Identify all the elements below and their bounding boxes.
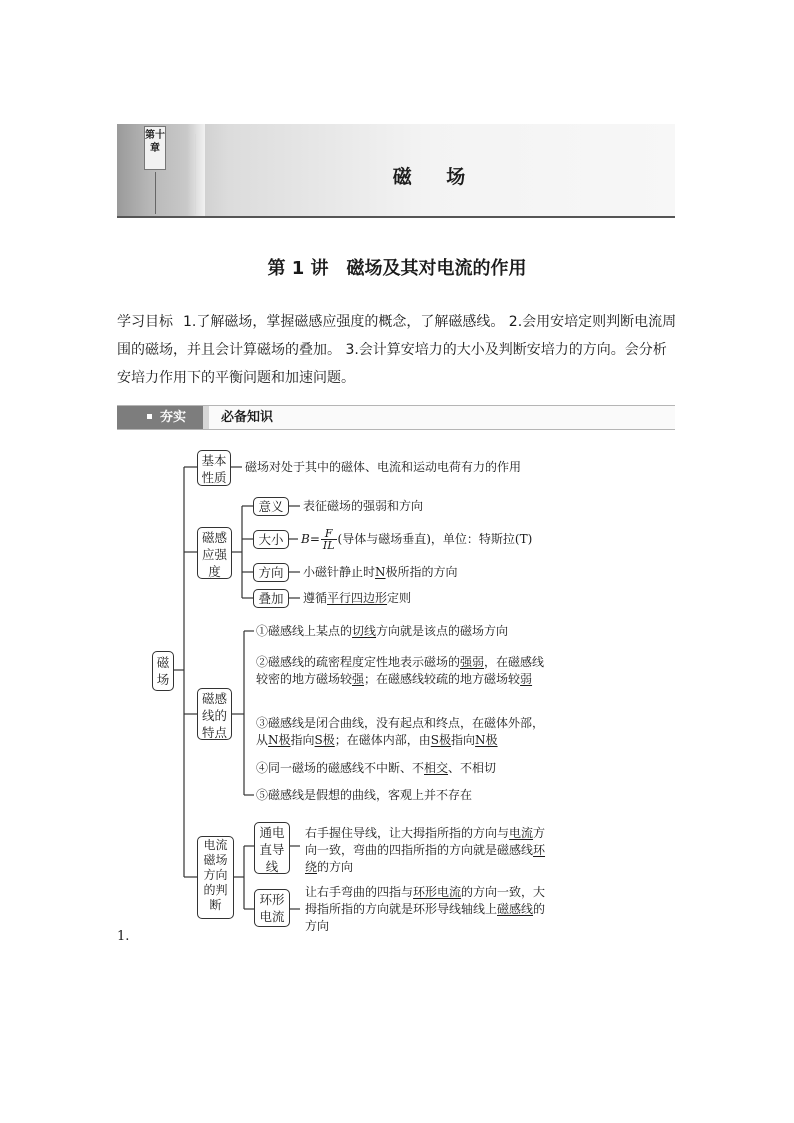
chapter-tab: 第十章 <box>144 126 166 170</box>
node-superposition: 叠加 <box>253 589 289 608</box>
straight-d: 环绕 <box>305 843 546 874</box>
node-ring-current: 环形电流 <box>254 889 290 927</box>
item3-e: ；在磁体内部，由 <box>334 733 431 747</box>
item2-f: 弱 <box>520 672 533 686</box>
formula-prefix: B= <box>301 532 320 546</box>
fraction-denominator: IL <box>322 539 335 552</box>
basic-properties-text: 磁场对处于其中的磁体、电流和运动电荷有力的作用 <box>245 460 522 474</box>
straight-e: 的方向 <box>317 860 354 874</box>
fraction-numerator: F <box>321 528 337 540</box>
item2-d: 强 <box>352 672 365 686</box>
section-tag-label: 夯实 <box>160 410 187 425</box>
item3-b: N极 <box>268 733 291 747</box>
goals-text: 1.了解磁场，掌握磁感应强度的概念，了解磁感线。 2.会用安培定则判断电流周围的磁场，并且会计算磁场的叠加。 3.会计算安培力的大小及判断安培力的方向。会分析安培力作用下的平衡问题和加速问题。 <box>117 314 677 386</box>
node-magnetic-induction: 磁感应强度 <box>197 527 232 579</box>
straight-c: 方向一致，弯曲的四指所指的方向就是磁感线 <box>305 826 546 857</box>
field-line-item-2 <box>256 654 548 688</box>
direction-text-post: 极所指的方向 <box>385 565 458 579</box>
lesson-title: 第 1 讲 磁场及其对电流的作用 <box>267 258 527 279</box>
superposition-text-post: 定则 <box>387 591 412 605</box>
field-line-item-5: ⑤磁感线是假想的曲线，客观上并不存在 <box>256 788 473 802</box>
node-magnitude: 大小 <box>253 530 289 549</box>
item2-b: 强弱 <box>460 655 485 669</box>
ring-a: 让右手弯曲的四指与 <box>305 885 414 899</box>
straight-a: 右手握住导线，让大拇指所指的方向与 <box>305 826 510 840</box>
formula-suffix: (导体与磁场垂直)，单位：特斯拉(T) <box>337 532 533 546</box>
item2-a: ②磁感线的疏密程度定性地表示磁场的 <box>256 655 461 669</box>
node-field-line-features: 磁感线的特点 <box>197 688 232 740</box>
magnitude-formula <box>301 524 532 554</box>
node-current-field-direction: 电流磁场方向的判断 <box>197 836 234 919</box>
field-line-item-3 <box>256 715 548 749</box>
node-direction: 方向 <box>253 563 289 582</box>
node-straight-wire: 通电直导线 <box>254 822 290 874</box>
meaning-text: 表征磁场的强弱和方向 <box>303 499 424 513</box>
item1-key: 切线 <box>352 624 377 638</box>
item3-a: ③磁感线是闭合曲线，没有起点和终点，在磁体外部，从 <box>256 716 545 747</box>
direction-text <box>303 564 458 581</box>
item1-post: 方向就是该点的磁场方向 <box>376 624 509 638</box>
superposition-text <box>303 590 411 607</box>
footnote-number: 1. <box>117 929 130 944</box>
ring-c: 的方向一致，大拇指所指的方向就是环形导线轴线上 <box>305 885 546 916</box>
node-basic-properties: 基本性质 <box>197 450 231 486</box>
item4-post: 、不相切 <box>448 761 497 775</box>
field-line-item-1 <box>256 623 508 640</box>
item3-c: 指向 <box>290 733 315 747</box>
ring-e: 的方向 <box>305 902 546 933</box>
straight-wire-text <box>305 825 551 876</box>
node-meaning: 意义 <box>253 497 289 516</box>
formula-fraction <box>321 528 337 551</box>
field-line-item-4 <box>256 760 496 777</box>
direction-text-pre: 小磁针静止时 <box>303 565 376 579</box>
item1-pre: ①磁感线上某点的 <box>256 624 353 638</box>
chapter-title: 磁 场 <box>392 166 480 188</box>
item3-h: N极 <box>475 733 498 747</box>
ring-b: 环形电流 <box>413 885 462 899</box>
root-node: 磁场 <box>152 651 174 691</box>
superposition-text-key: 平行四边形 <box>327 591 388 605</box>
item4-pre: ④同一磁场的磁感线不中断、不 <box>256 761 425 775</box>
ring-current-text <box>305 884 551 935</box>
item3-d: S极 <box>314 733 335 747</box>
direction-text-key: N <box>375 565 386 579</box>
item2-c: ，在磁感线较密的地方磁场较 <box>256 655 545 686</box>
item2-e: ；在磁感线较疏的地方磁场较 <box>364 672 521 686</box>
section-name: 必备知识 <box>221 410 274 425</box>
item4-key: 相交 <box>424 761 449 775</box>
item3-g: 指向 <box>451 733 476 747</box>
item3-f: S极 <box>430 733 452 747</box>
straight-b: 电流 <box>509 826 534 840</box>
ring-d: 磁感线 <box>497 902 534 916</box>
goals-label: 学习目标 <box>117 314 173 330</box>
superposition-text-pre: 遵循 <box>303 591 328 605</box>
